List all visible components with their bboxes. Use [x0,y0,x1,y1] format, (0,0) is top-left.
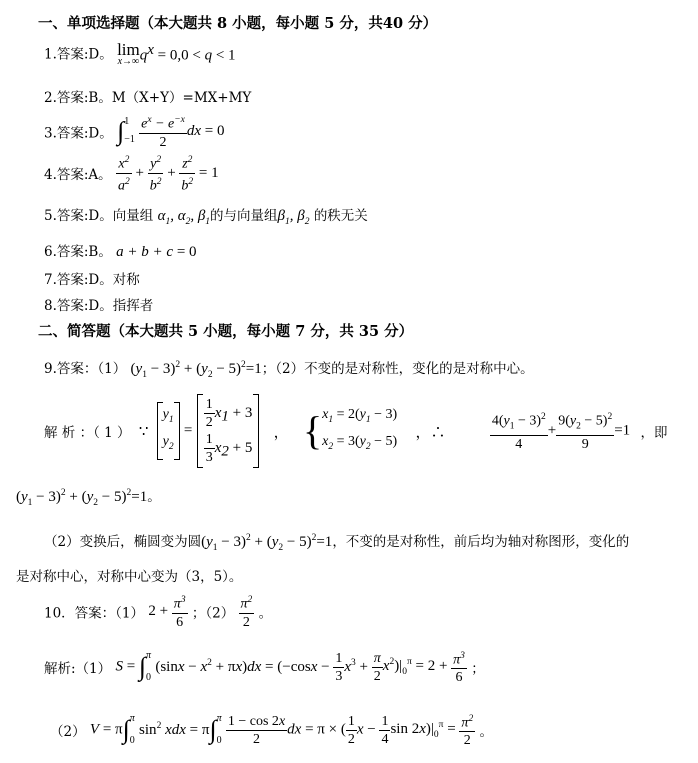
q9-vector: $y_1$ $y_2$ [157,402,180,460]
answer-8 [44,294,153,314]
q9-end: 。 [147,489,161,505]
answer-5-text-a: 向量组 [112,208,154,224]
section-1-title: 一、单项选择题（本大题共 8 小题，每小题 5 分，共40 分） [38,15,438,32]
answer-8-label: 8.答案:D。 [44,298,113,314]
q10-p2-end: 。 [479,724,493,740]
answer-4 [44,152,219,194]
q10-analysis-label: 解析:（1） [44,661,112,677]
q10-p2-label: （2） [50,724,86,740]
answer-2-label: 2.答案:B。 [44,90,112,106]
vector-group-2: $\beta_1$, $\beta_2$ [277,208,310,227]
answer-3-label: 3.答案:D。 [44,125,113,142]
q10-answer: 10．答案：（1） 2 + $\frac{\pi^3}{6}$ ；（2） $\frac{\pi^2}{2}$ 。 [44,592,272,631]
q9-mid: ；（2）不变的是对称性，变化的是对称中心。 [261,361,534,377]
q9-label: 9.答案：（1） [44,361,127,377]
q10-semi: ； [471,661,485,677]
answer-1-formula: lim x→∞ $q^x = 0,0 < q < 1$ [117,40,236,67]
answer-4-formula: $\frac{x^2}{a^2}$ + $\frac{y^2}{b^2}$ + $\frac{z^2}{b^2}$ = 1 [116,165,219,181]
q9-result: $(y_1 - 3)^2 + (y_2 - 5)^2=1$。 [16,488,161,508]
answer-5-text-c: 的秩无关 [313,208,368,224]
answer-6 [44,240,197,261]
q9-ji: ，即 [640,425,668,441]
answer-6-label: 6.答案:B。 [44,244,112,260]
q10-end: 。 [258,605,273,622]
answer-5-label: 5.答案:D。 [44,208,113,224]
answer-1 [44,42,236,68]
answer-5-text-b: 的与向量组 [210,208,278,224]
answer-3-formula: ∫ 1 −1 $\frac{e^x - e^{-x}}{2}$ dx = 0 [117,123,224,139]
vector-group-1: $\alpha_1$, $\alpha_2$, $\beta_1$ [157,208,211,227]
answer-4-label: 4.答案:A。 [44,167,112,184]
answer-2 [44,86,251,106]
answer-1-label: 1.答案:D。 [44,46,113,63]
q9-part2: （2）变换后，椭圆变为圆$(y_1 - 3)^2 + (y_2 - 5)^2=1$，不变的是对称性，前后均为轴对称图形，变化的 [44,533,630,553]
q9-analysis: 解 析 ：（ 1 ） ∵ $y_1$ $y_2$ = $\frac{1}{2}$ $x_1 + 3$ $\frac{1}{3}$ $x_2 + 5$ ， { $x_1 = 2(y_1 - 3)$ $x_2 = 3(y_2 - 5)$ ，∴ $\frac{4(y_1 - 3)^2}{4}$ + $\frac{9(y_2 - 5)^2}{9}$ =1 ，即 [44,394,667,470]
answer-7 [44,268,140,288]
q10-sep: ；（2） [191,605,235,622]
q9-analysis-label: 解 析 ：（ 1 ） [44,425,131,441]
answer-8-text: 指挥者 [112,298,154,314]
answer-7-label: 7.答案:D。 [44,272,113,288]
answer-5 [44,204,368,227]
answer-7-text: 对称 [112,272,140,288]
q9-frac-2: $\frac{9(y_2 - 5)^2}{9}$ [556,409,614,453]
q9-answer [44,357,534,380]
q9-frac-1: $\frac{4(y_1 - 3)^2}{4}$ [490,409,548,453]
answer-2-text: M（X+Y）=MX+MY [111,90,252,106]
answer-3 [44,112,225,151]
q9-matrix: $\frac{1}{2}$ $x_1 + 3$ $\frac{1}{3}$ $x_2 + 5$ [197,394,260,468]
answer-6-formula: a + b + c = 0 [116,244,197,260]
q9-p2-a: （2）变换后，椭圆变为圆 [44,534,202,550]
q10-analysis-1: 解析:（1） S = ∫ π 0 $(\sin x - x^2 + \pi x)dx = (-\cos x$ − $\frac{1}{3}$ $x^3$ + $\frac{\pi}{2}$ $x^2)|_0^\pi = 2$ + $\frac{\pi^3}{6}$ ； [44,645,485,689]
q9-system: $x_1 = 2(y_1 - 3)$ $x_2 = 3(y_2 - 5)$ [322,407,398,452]
q9-formula: $(y_1 - 3)^2 + (y_2 - 5)^2=1$ [130,360,262,380]
q10-analysis-2: （2） V = π∫ π 0 $\sin^2$ xdx = π∫ π 0 $\frac{1 - \cos 2x}{2}$ dx = π × ( $\frac{1}{2}$ x − $\frac{1}{4}$ $\sin 2x)|_0^\pi$ = $\frac{\pi^2}{2}$ 。 [50,708,493,752]
q10-label: 10．答案：（1） [44,605,145,622]
q9-p2-b: ，不变的是对称性，前后均为轴对称图形，变化的 [332,534,630,550]
q9-part2-cont: 是对称中心，对称中心变为（3，5）。 [16,569,243,585]
section-2-title: 二、简答题（本大题共 5 小题，每小题 7 分，共 35 分） [38,323,414,340]
